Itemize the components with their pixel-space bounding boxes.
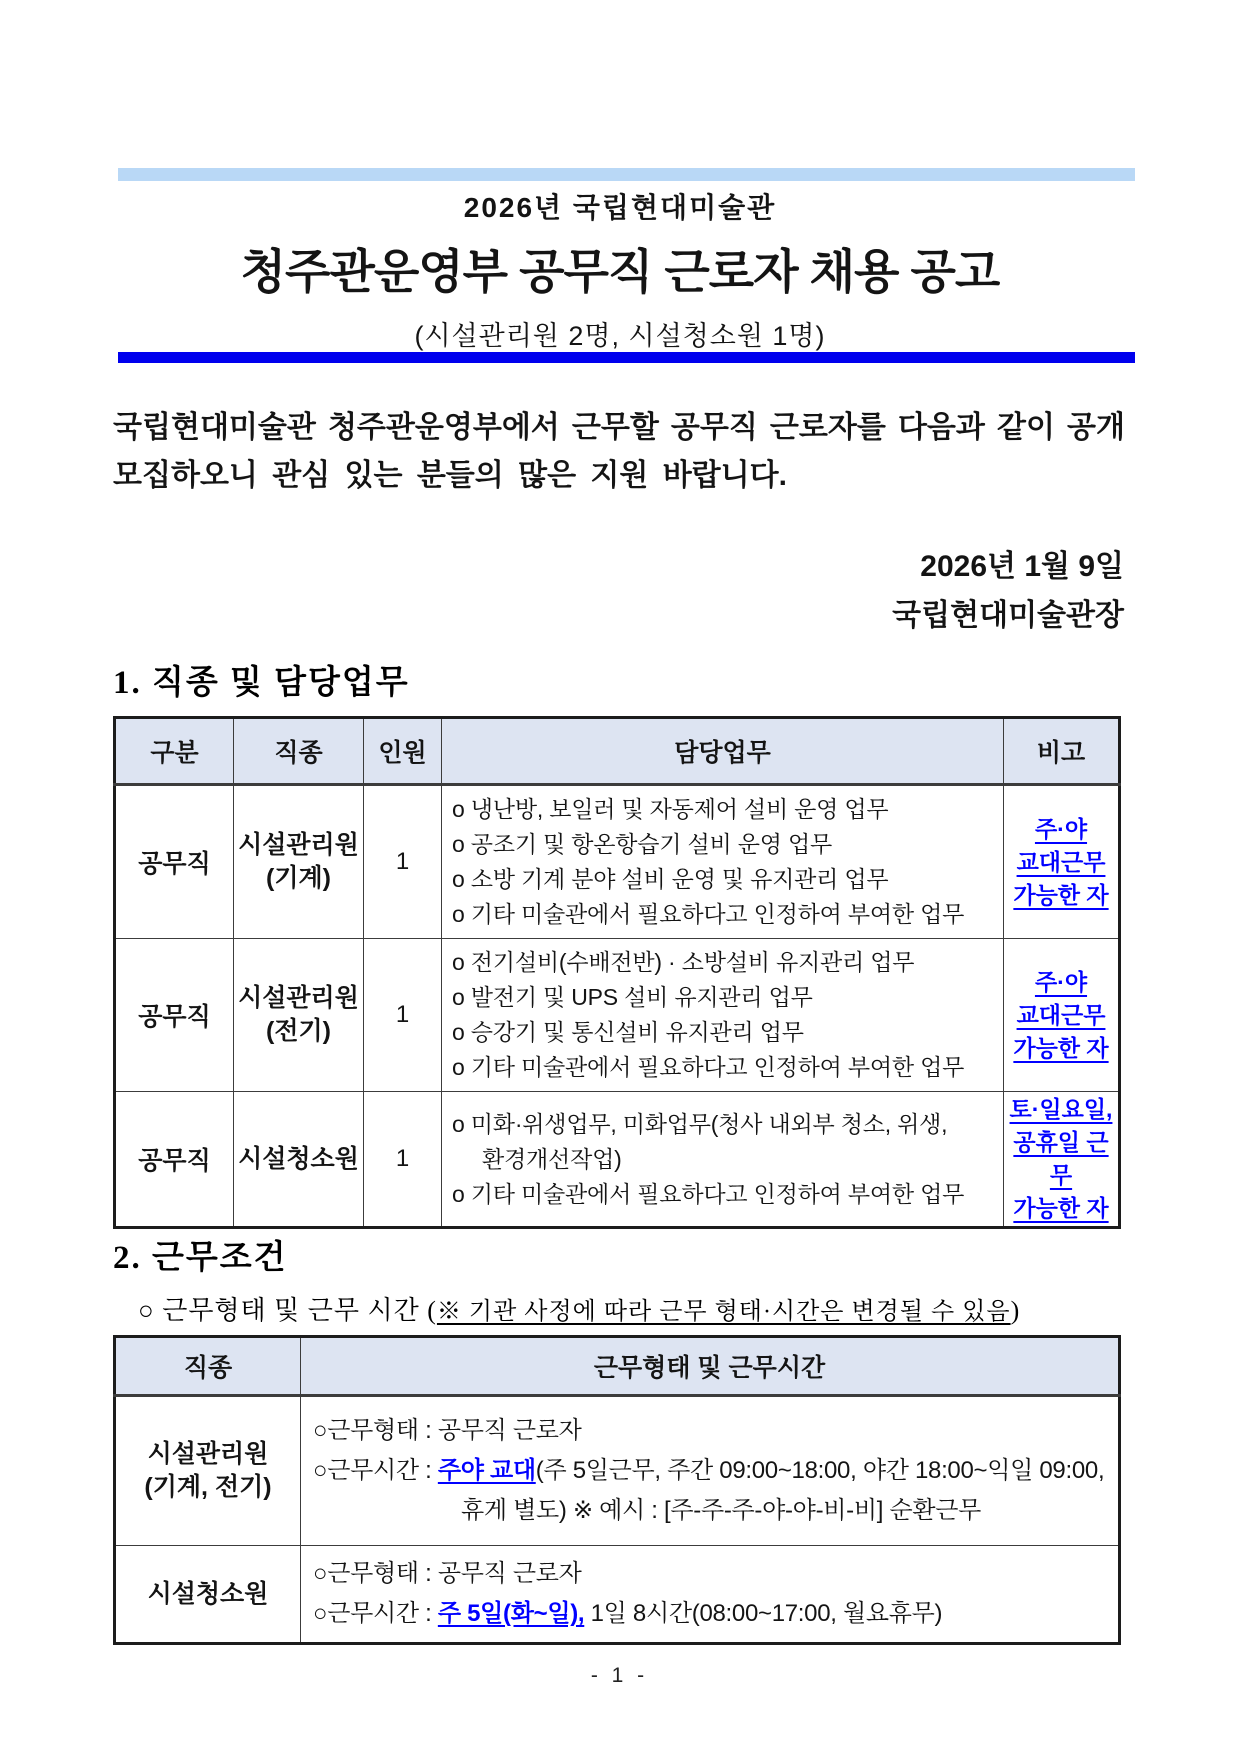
- section1-heading: 1. 직종 및 담당업무: [113, 665, 410, 701]
- headcount-cell: 1: [364, 939, 442, 1092]
- schedule-header-row: [115, 1337, 1120, 1396]
- note-line: 교대근무: [1016, 848, 1106, 875]
- section2-heading: 2. 근무조건: [113, 1240, 288, 1276]
- jobs-row-cleaning: [115, 1092, 1120, 1228]
- headcount-cell: 1: [364, 1092, 442, 1228]
- page-title: 청주관운영부 공무직 근로자 채용 공고: [240, 245, 1000, 298]
- jobs-col-jobtype: 직종: [234, 718, 364, 785]
- note-line: 공휴일 근무: [1013, 1129, 1109, 1188]
- work-form-line: ○근무형태 : 공무직 근로자: [313, 1560, 582, 1587]
- category-cell: 공무직: [115, 1092, 234, 1228]
- work-time-highlight: 주 5일(화~일),: [437, 1600, 585, 1627]
- issuer-name: 국립현대미술관장: [892, 599, 1124, 632]
- work-time-line: [313, 1451, 1114, 1491]
- jobtype-cell: [234, 1092, 364, 1228]
- duty-item: o 미화·위생업무, 미화업무(청사 내외부 청소, 위생,: [452, 1110, 948, 1137]
- work-time-line: [313, 1594, 1114, 1634]
- jobs-row-machine: [115, 785, 1120, 939]
- note-line: 주·야: [1034, 968, 1088, 995]
- bullet-suffix: ): [1010, 1296, 1021, 1325]
- duty-item: o 소방 기계 분야 설비 운영 및 유지관리 업무: [452, 866, 889, 892]
- jobs-col-note: 비고: [1004, 718, 1120, 785]
- jobtype-cell: [115, 1396, 301, 1546]
- jobtype-line: 시설관리원: [238, 984, 359, 1012]
- work-form-line: ○근무형태 : 공무직 근로자: [313, 1417, 582, 1444]
- duty-item: o 기타 미술관에서 필요하다고 인정하여 부여한 업무: [452, 1054, 965, 1080]
- schedule-col-worktime: 근무형태 및 근무시간: [301, 1337, 1120, 1396]
- worktime-cell: [301, 1546, 1120, 1644]
- jobs-row-electric: [115, 939, 1120, 1092]
- jobs-col-duties: 담당업무: [442, 718, 1004, 785]
- jobtype-line: 시설청소원: [147, 1579, 269, 1608]
- work-conditions-bullet: [138, 1290, 1020, 1327]
- duty-item: o 냉난방, 보일러 및 자동제어 설비 운영 업무: [452, 796, 889, 822]
- jobtype-line: (전기): [266, 1017, 331, 1045]
- worktime-cell: [301, 1396, 1120, 1546]
- duty-item: o 기타 미술관에서 필요하다고 인정하여 부여한 업무: [452, 901, 965, 927]
- work-time-rest: 1일 8시간(08:00~17:00, 월요휴무): [584, 1600, 943, 1627]
- duty-item: o 전기설비(수배전반) · 소방설비 유지관리 업무: [452, 949, 915, 975]
- note-cell: [1004, 785, 1120, 939]
- duty-item: o 발전기 및 UPS 설비 유지관리 업무: [452, 984, 813, 1010]
- org-line: 2026년 국립현대미술관: [463, 192, 777, 223]
- page-number: - 1 -: [590, 1664, 649, 1687]
- jobs-table: [113, 716, 1121, 1229]
- duty-item: o 공조기 및 항온항습기 설비 운영 업무: [452, 831, 833, 857]
- duties-cell: [442, 939, 1004, 1092]
- work-time-highlight: 주야 교대: [437, 1457, 536, 1484]
- note-cell: [1004, 1092, 1120, 1228]
- jobtype-line: (기계, 전기): [144, 1473, 272, 1501]
- schedule-col-jobtype: 직종: [115, 1337, 301, 1396]
- duties-cell: [442, 785, 1004, 939]
- duty-item: o 기타 미술관에서 필요하다고 인정하여 부여한 업무: [452, 1180, 965, 1207]
- headcount-cell: 1: [364, 785, 442, 939]
- jobs-col-headcount: 인원: [364, 718, 442, 785]
- duties-cell: [442, 1092, 1004, 1228]
- jobtype-cell: [115, 1546, 301, 1644]
- intro-line-2: 모집하오니 관심 있는 분들의 많은 지원 바랍니다.: [113, 459, 787, 492]
- work-time-label: ○근무시간 :: [313, 1457, 438, 1484]
- note-line: 토·일요일,: [1009, 1096, 1113, 1122]
- work-time-continuation: 휴게 별도) ※ 예시 : [주-주-주-야-야-비-비] 순환근무: [461, 1497, 981, 1524]
- duty-item: o 승강기 및 통신설비 유지관리 업무: [452, 1019, 804, 1045]
- schedule-row-manager: [115, 1396, 1120, 1546]
- page-subtitle: (시설관리원 2명, 시설청소원 1명): [414, 321, 826, 351]
- jobtype-line: 시설관리원: [147, 1440, 269, 1468]
- jobs-col-category: 구분: [115, 718, 234, 785]
- note-line: 가능한 자: [1013, 881, 1109, 908]
- work-time-rest: (주 5일근무, 주간 09:00~18:00, 야간 18:00~익일 09:00,: [535, 1457, 1105, 1484]
- jobs-table-header-row: [115, 718, 1120, 785]
- intro-paragraph: [113, 404, 1125, 500]
- note-line: 가능한 자: [1013, 1034, 1109, 1061]
- jobtype-line: (기계): [266, 864, 331, 892]
- accent-bar-blue: [118, 352, 1135, 363]
- category-cell: 공무직: [115, 785, 234, 939]
- work-schedule-table: [113, 1335, 1121, 1645]
- category-cell: 공무직: [115, 939, 234, 1092]
- jobtype-cell: [234, 785, 364, 939]
- note-line: 주·야: [1034, 815, 1088, 842]
- intro-line-1: 국립현대미술관 청주관운영부에서 근무할 공무직 근로자를 다음과 같이 공개: [113, 411, 1125, 444]
- jobtype-line: 시설청소원: [238, 1144, 359, 1173]
- jobtype-cell: [234, 939, 364, 1092]
- note-cell: [1004, 939, 1120, 1092]
- jobtype-line: 시설관리원: [238, 831, 359, 859]
- bullet-caution-underlined: ※ 기관 사정에 따라 근무 형태·시간은 변경될 수 있음: [436, 1299, 1011, 1325]
- duty-item-continuation: 환경개선작업): [482, 1145, 622, 1172]
- accent-bar-light: [118, 168, 1135, 181]
- note-line: 교대근무: [1016, 1001, 1106, 1028]
- document-header: [110, 186, 1130, 353]
- issue-date: 2026년 1월 9일: [920, 550, 1124, 583]
- work-time-label: ○근무시간 :: [313, 1600, 438, 1627]
- note-line: 가능한 자: [1013, 1195, 1109, 1221]
- schedule-row-cleaner: [115, 1546, 1120, 1644]
- bullet-prefix: ○ 근무형태 및 근무 시간 (: [138, 1296, 437, 1325]
